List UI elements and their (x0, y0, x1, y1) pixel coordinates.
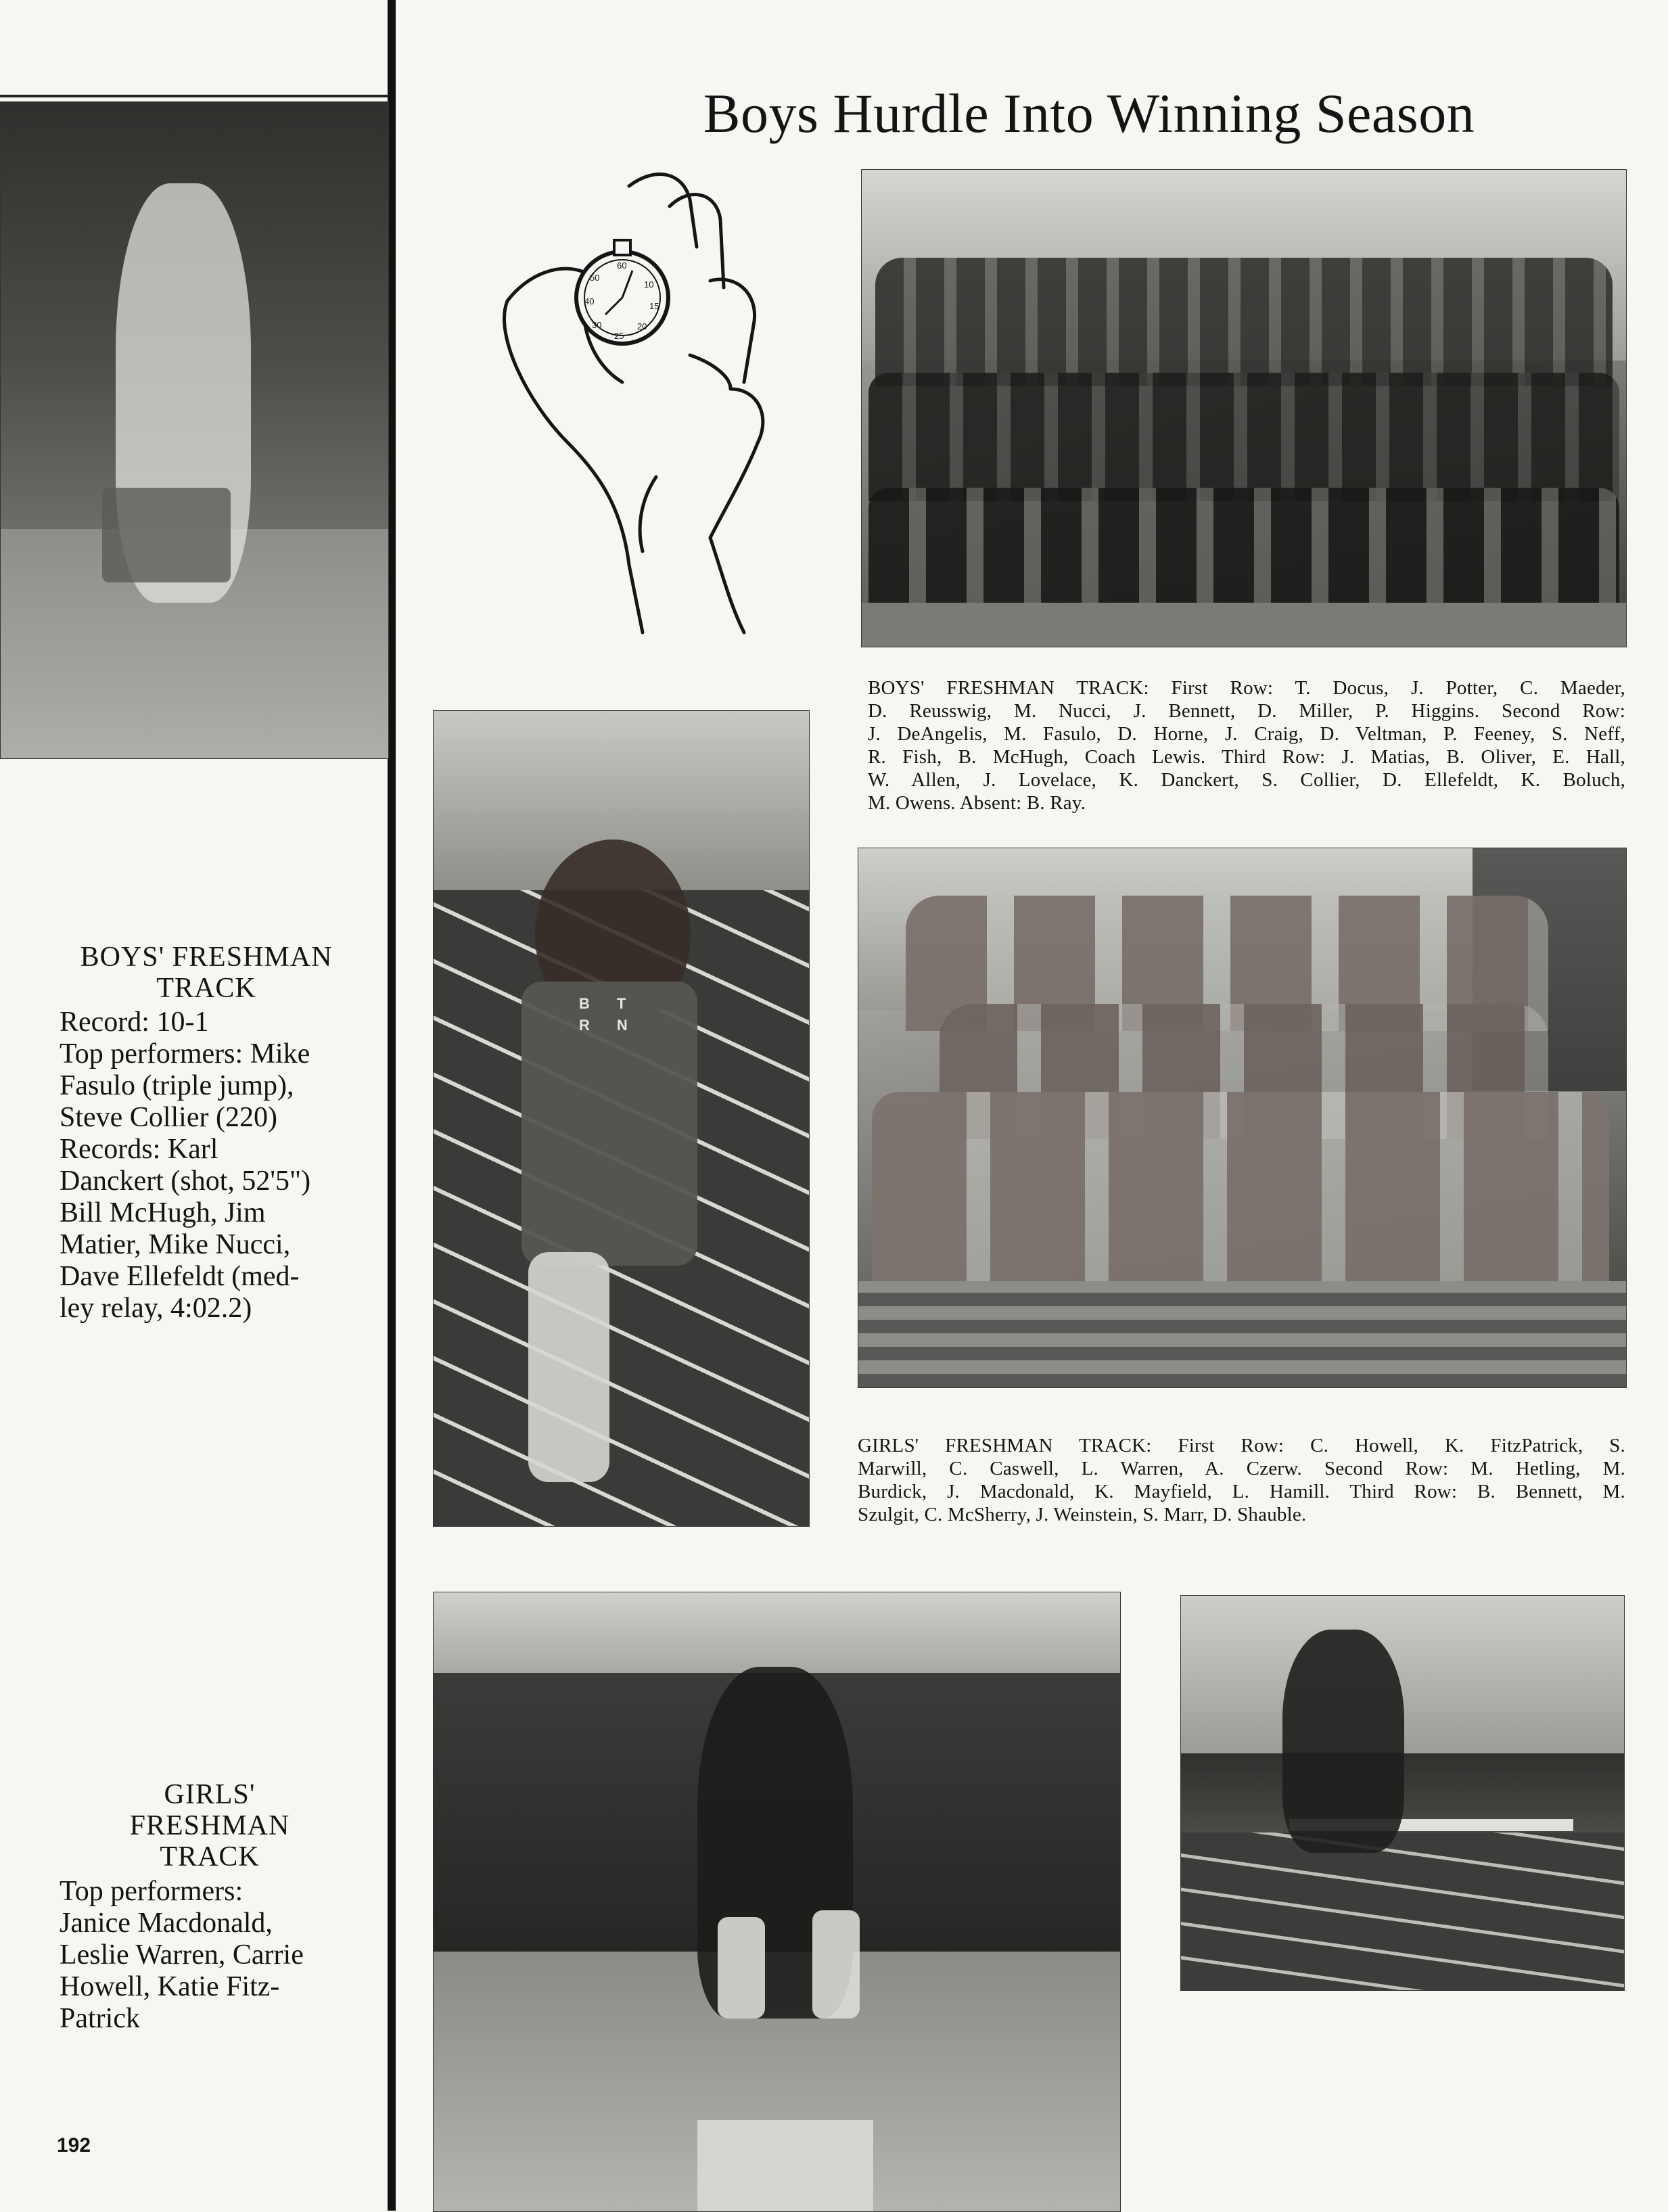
caption-line: Marwill, C. Caswell, L. Warren, A. Czerw. Second Row: M. Hetling, M. (858, 1458, 1625, 1479)
heading-line: TRACK (156, 973, 256, 1004)
jersey-letter: R (579, 1017, 590, 1034)
svg-text:25: 25 (614, 331, 624, 341)
sidebar-line: Record: 10-1 (60, 1007, 209, 1038)
stopwatch-drawing (487, 159, 798, 646)
girls-team-photo (858, 848, 1627, 1388)
caption-line: Burdick, J. Macdonald, K. Mayfield, L. Hamill. Third Row: B. Bennett, M. (858, 1481, 1625, 1502)
heading-line: FRESHMAN (129, 1810, 290, 1841)
jersey-letter: B (579, 995, 590, 1012)
page-number: 192 (57, 2134, 91, 2157)
jersey-letter: N (616, 1017, 628, 1034)
sidebar-line: Bill McHugh, Jim (60, 1197, 266, 1228)
long-jump-photo (433, 1592, 1121, 2212)
sidebar-line: Matier, Mike Nucci, (60, 1229, 291, 1260)
boys-team-caption (868, 676, 1625, 814)
caption-line: R. Fish, B. McHugh, Coach Lewis. Third Row: J. Matias, B. Oliver, E. Hall, (868, 746, 1625, 768)
sidebar-line: Steve Collier (220) (60, 1102, 277, 1133)
heading-line: TRACK (160, 1841, 260, 1872)
svg-text:40: 40 (584, 296, 595, 306)
svg-text:10: 10 (644, 279, 654, 290)
hurdler-photo (1180, 1595, 1625, 1991)
sidebar-line: Fasulo (triple jump), (60, 1070, 294, 1101)
sidebar-line: Patrick (60, 2003, 140, 2034)
caption-line: BOYS' FRESHMAN TRACK: First Row: T. Docus, J. Potter, C. Maeder, (868, 677, 1625, 699)
svg-text:15: 15 (649, 301, 659, 311)
sidebar-line: Dave Ellefeldt (med- (60, 1261, 300, 1292)
caption-line: GIRLS' FRESHMAN TRACK: First Row: C. Howell, K. FitzPatrick, S. (858, 1435, 1625, 1456)
girls-sidebar-heading (41, 1779, 379, 1872)
sidebar-line: Records: Karl (60, 1134, 218, 1165)
svg-text:20: 20 (637, 321, 647, 331)
girls-team-caption (858, 1434, 1625, 1526)
sidebar-line: Howell, Katie Fitz- (60, 1971, 280, 2002)
caption-line: M. Owens. Absent: B. Ray. (868, 792, 1086, 814)
caption-line: J. DeAngelis, M. Fasulo, D. Horne, J. Craig, D. Veltman, P. Feeney, S. Neff, (868, 723, 1625, 745)
page-title: Boys Hurdle Into Winning Season (703, 83, 1475, 144)
jersey-letter: T (616, 995, 626, 1012)
shot-put-photo (0, 101, 389, 759)
svg-text:60: 60 (617, 260, 627, 271)
boys-team-photo (861, 169, 1627, 647)
boys-sidebar-heading (41, 942, 372, 1004)
jersey-lettering (579, 995, 653, 1034)
sidebar-line: Leslie Warren, Carrie (60, 1939, 304, 1971)
caption-line: Szulgit, C. McSherry, J. Weinstein, S. Marr, D. Shauble. (858, 1504, 1307, 1525)
caption-line: W. Allen, J. Lovelace, K. Danckert, S. Collier, D. Ellefeldt, K. Boluch, (868, 769, 1625, 791)
heading-line: BOYS' FRESHMAN (80, 942, 333, 973)
svg-text:50: 50 (590, 273, 600, 283)
sidebar-line: Top performers: Mike (60, 1038, 310, 1069)
girl-runner-photo (433, 710, 810, 1527)
caption-line: D. Reusswig, M. Nucci, J. Bennett, D. Miller, P. Higgins. Second Row: (868, 700, 1625, 722)
sidebar-top-rule (0, 95, 388, 97)
boys-sidebar-text (60, 1007, 377, 1324)
sidebar-line: Janice Macdonald, (60, 1908, 273, 1939)
sidebar-line: ley relay, 4:02.2) (60, 1293, 252, 1324)
svg-text:30: 30 (592, 320, 602, 330)
heading-line: GIRLS' (164, 1779, 256, 1810)
girls-sidebar-text (60, 1876, 377, 2035)
sidebar-line: Danckert (shot, 52'5") (60, 1166, 311, 1197)
sidebar-line: Top performers: (60, 1876, 244, 1907)
